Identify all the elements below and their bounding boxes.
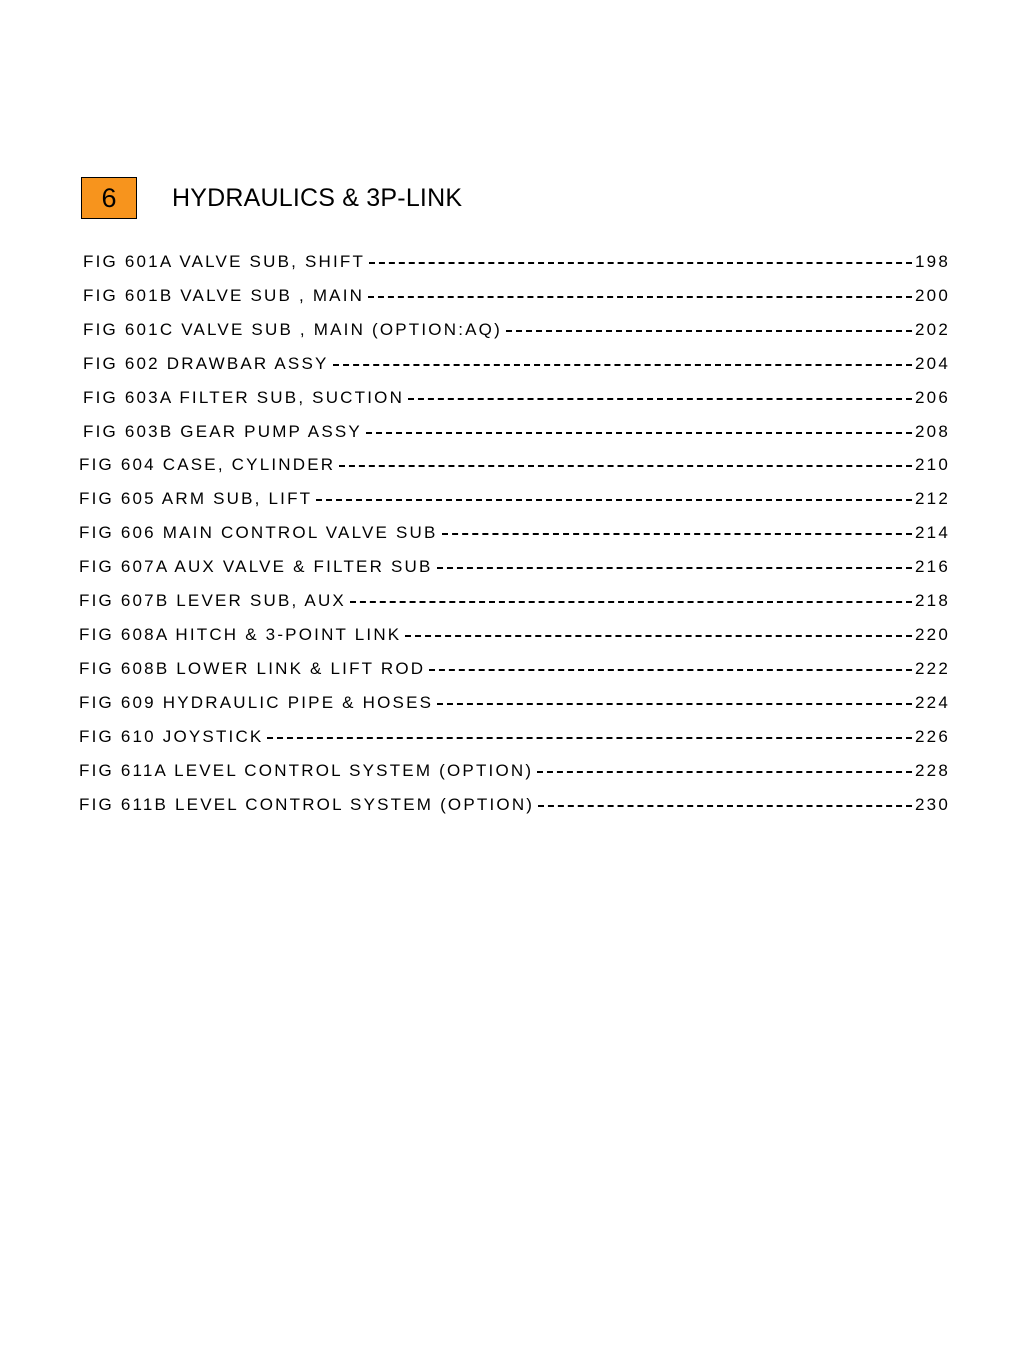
toc-entry[interactable] [79, 522, 950, 544]
section-title: HYDRAULICS & 3P-LINK [172, 183, 463, 212]
toc-entry-page-number: 220 [915, 625, 950, 644]
toc-entry-label: FIG 602 DRAWBAR ASSY [83, 354, 329, 373]
toc-entry-page-number: 204 [915, 354, 950, 373]
toc-dot-leader [368, 296, 912, 298]
toc-entry[interactable] [83, 319, 950, 341]
toc-entry-label: FIG 605 ARM SUB, LIFT [79, 489, 313, 508]
toc-entry-label: FIG 609 HYDRAULIC PIPE & HOSES [79, 693, 434, 712]
toc-entry-label: FIG 601A VALVE SUB, SHIFT [83, 252, 366, 271]
toc-entry-page-number: 208 [915, 422, 950, 441]
toc-entry-label: FIG 606 MAIN CONTROL VALVE SUB [79, 523, 438, 542]
toc-entry-label: FIG 604 CASE, CYLINDER [79, 455, 336, 474]
toc-entry[interactable] [79, 658, 950, 680]
toc-entry-label: FIG 607B LEVER SUB, AUX [79, 591, 346, 610]
toc-dot-leader [437, 567, 913, 569]
toc-dot-leader [369, 262, 912, 264]
toc-entry-page-number: 230 [915, 795, 950, 814]
toc-entry[interactable] [79, 556, 950, 578]
toc-entry-page-number: 218 [915, 591, 950, 610]
toc-entry-label: FIG 601C VALVE SUB , MAIN (OPTION:AQ) [83, 320, 502, 339]
toc-entry-label: FIG 611A LEVEL CONTROL SYSTEM (OPTION) [79, 761, 534, 780]
toc-entry-label: FIG 611B LEVEL CONTROL SYSTEM (OPTION) [79, 795, 535, 814]
toc-entry-label: FIG 608B LOWER LINK & LIFT ROD [79, 659, 426, 678]
toc-entry-page-number: 216 [915, 557, 950, 576]
toc-dot-leader [442, 533, 912, 535]
toc-entry-page-number: 214 [915, 523, 950, 542]
toc-entry[interactable] [79, 590, 950, 612]
toc-entry-page-number: 226 [915, 727, 950, 746]
toc-entry-page-number: 228 [915, 761, 950, 780]
toc-entry[interactable] [79, 454, 950, 476]
toc-entry[interactable] [83, 353, 950, 375]
toc-entry-label: FIG 601B VALVE SUB , MAIN [83, 286, 365, 305]
toc-entry[interactable] [83, 421, 950, 443]
toc-entry-page-number: 198 [915, 252, 950, 271]
toc-entry-page-number: 202 [915, 320, 950, 339]
toc-dot-leader [333, 364, 912, 366]
toc-entry-label: FIG 607A AUX VALVE & FILTER SUB [79, 557, 433, 576]
toc-entry[interactable] [83, 285, 950, 307]
toc-dot-leader [538, 805, 912, 807]
toc-entry-label: FIG 603A FILTER SUB, SUCTION [83, 388, 405, 407]
toc-entry-page-number: 222 [915, 659, 950, 678]
toc-entry-label: FIG 608A HITCH & 3-POINT LINK [79, 625, 402, 644]
toc-dot-leader [408, 398, 912, 400]
toc-dot-leader [429, 669, 912, 671]
toc-entry-page-number: 206 [915, 388, 950, 407]
toc-entry-label: FIG 610 JOYSTICK [79, 727, 264, 746]
toc-entry-page-number: 212 [915, 489, 950, 508]
toc-entry[interactable] [83, 387, 950, 409]
toc-entry[interactable] [83, 251, 950, 273]
toc-dot-leader [506, 330, 912, 332]
toc-entry[interactable] [79, 488, 950, 510]
toc-entry-page-number: 224 [915, 693, 950, 712]
toc-dot-leader [339, 465, 912, 467]
toc-entry-page-number: 200 [915, 286, 950, 305]
toc-dot-leader [537, 771, 912, 773]
toc-dot-leader [366, 432, 912, 434]
toc-entry-page-number: 210 [915, 455, 950, 474]
toc-dot-leader [350, 601, 912, 603]
toc-dot-leader [405, 635, 912, 637]
toc-dot-leader [316, 499, 912, 501]
toc-entry[interactable] [79, 624, 950, 646]
toc-dot-leader [437, 703, 912, 705]
toc-entry[interactable] [79, 726, 950, 748]
toc-entry-label: FIG 603B GEAR PUMP ASSY [83, 422, 362, 441]
toc-dot-leader [267, 737, 912, 739]
section-number-badge: 6 [81, 177, 137, 219]
toc-entry[interactable] [79, 794, 950, 816]
toc-entry[interactable] [79, 692, 950, 714]
toc-entry[interactable] [79, 760, 950, 782]
